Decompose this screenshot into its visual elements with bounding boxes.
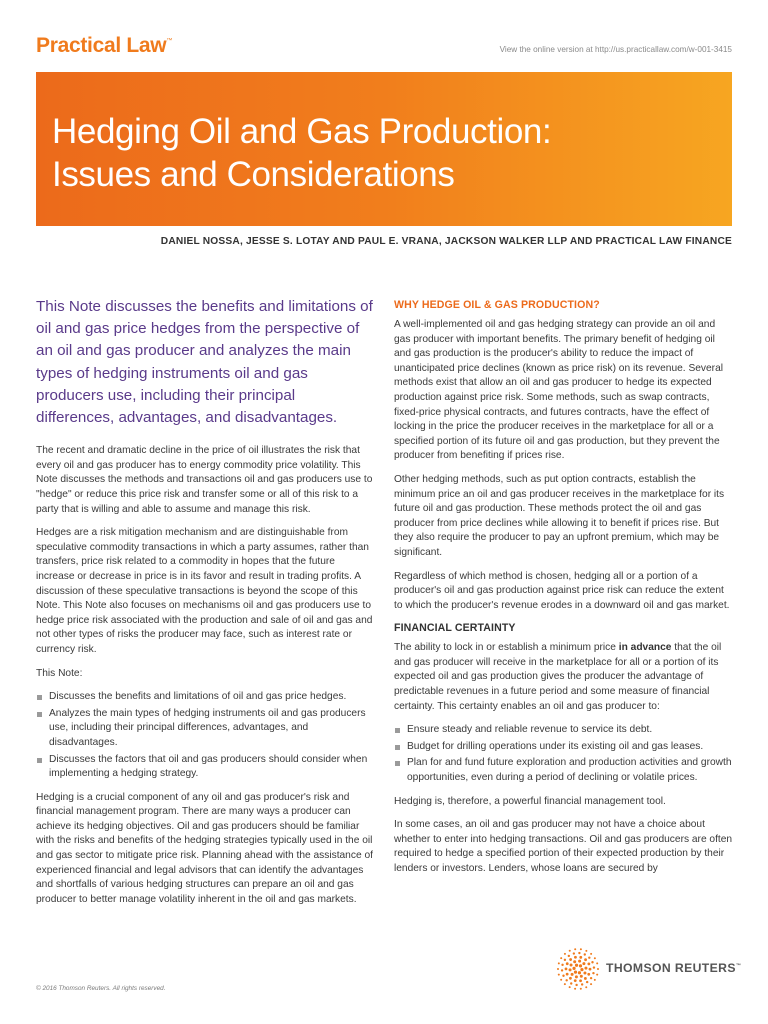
globe-dot (574, 979, 577, 982)
practical-law-logo (36, 34, 172, 58)
globe-dot (560, 957, 562, 959)
globe-dot (579, 964, 582, 967)
globe-dot (573, 960, 576, 963)
globe-dot (569, 958, 572, 961)
globe-dot (562, 975, 564, 977)
globe-dot (586, 981, 588, 983)
list-item-text: Discusses the benefits and limitations of oil and gas price hedges. (49, 691, 347, 703)
globe-dot (569, 977, 572, 980)
globe-dot (596, 974, 598, 976)
copyright-notice: © 2016 Thomson Reuters. All rights reserved. (36, 985, 166, 992)
globe-dot (560, 979, 562, 981)
globe-dot (580, 988, 582, 990)
text-run: The ability to lock in or establish a minimum price (394, 642, 619, 654)
list-item (36, 707, 374, 751)
globe-dot (583, 971, 586, 974)
list-item-text: Ensure steady and reliable revenue to service its debt. (407, 724, 653, 736)
globe-dot (573, 952, 575, 954)
bold-text-in-advance: in advance (618, 642, 672, 654)
globe-dot (581, 983, 583, 985)
globe-dot (568, 955, 570, 957)
thomson-reuters-globe-icon (554, 945, 602, 993)
globe-dot (579, 979, 582, 982)
globe-dot (557, 968, 559, 970)
authors-line: DANIEL NOSSA, JESSE S. LOTAY AND PAUL E. VRANA, JACKSON WALKER LLP AND PRACTICAL LAW FINANCE (160, 236, 732, 247)
globe-dot (579, 956, 582, 959)
list-item-text: Plan for and fund future exploration and production activities and growth opportunities, even during a period of declining or volatile prices. (407, 757, 732, 784)
list-item (394, 740, 734, 755)
globe-dot (578, 952, 580, 954)
list-item (36, 753, 374, 782)
bullet-square-icon (37, 695, 42, 700)
list-item-text: Analyzes the main types of hedging instruments oil and gas producers use, including their principal differences, advantages, and disadvantages. (49, 707, 366, 748)
body-paragraph: A well-implemented oil and gas hedging strategy can provide an oil and gas producer with important benefits. The primary benefit of hedging oil and gas production is the producer's ability to reduce the impact of unanticipated price declines (known as price risk) on its revenue. Several methods exist that allow an oil and gas producer to hedge its expected production against price risk. Some methods, such as swap contracts, fixed-price physical contracts, and futures contracts, have the effect of locking in the price the producer receives in the marketplace for all or a specified portion of its future oil and gas production, but they prevent the producer from benefiting if prices rise. (394, 319, 723, 462)
logo-text: Practical Law (36, 34, 167, 57)
globe-dot (594, 979, 596, 981)
globe-dot (587, 973, 590, 976)
globe-dot (564, 953, 566, 955)
globe-dot (585, 950, 587, 952)
globe-dot (570, 982, 572, 984)
globe-dot (565, 979, 567, 981)
list-item (36, 690, 374, 705)
right-column (394, 299, 734, 886)
globe-dot (584, 958, 587, 961)
globe-dot (566, 962, 569, 965)
globe-dot (589, 968, 592, 971)
body-paragraph (394, 641, 734, 714)
body-paragraph: Hedging is, therefore, a powerful financial management tool. (394, 795, 666, 807)
globe-dot (580, 975, 583, 978)
body-paragraph: Other hedging methods, such as put option contracts, establish the minimum price an oil and gas producer receives in the marketplace for its future oil and gas production. These methods protect the oil and gas producer from price declines while allowing it to benefit if prices rise. But they also require the producer to pay an upfront premium, which may be significant. (394, 473, 725, 558)
globe-dot (592, 972, 594, 974)
section-heading-why-hedge: WHY HEDGE OIL & GAS PRODUCTION? (394, 299, 600, 311)
globe-dot (593, 966, 595, 968)
list-item-text: Discusses the factors that oil and gas producers should consider when implementing a hedging strategy. (49, 753, 368, 780)
brand-name (606, 961, 741, 975)
globe-dot (582, 962, 585, 965)
section-heading-financial-certainty: FINANCIAL CERTAINTY (394, 622, 516, 635)
globe-dot (569, 986, 571, 988)
globe-dot (590, 953, 592, 955)
globe-dot (580, 948, 582, 950)
list-item (394, 723, 734, 738)
bullet-square-icon (37, 758, 42, 763)
bullet-square-icon (395, 745, 400, 750)
document-title (52, 110, 722, 196)
globe-dot (596, 962, 598, 964)
note-scope-list (36, 690, 374, 782)
left-column (36, 296, 374, 916)
globe-dot (578, 971, 581, 974)
globe-dot (558, 962, 560, 964)
globe-dot (575, 984, 577, 986)
globe-dot (597, 968, 599, 970)
globe-dot (590, 977, 592, 979)
globe-dot (565, 967, 568, 970)
globe-dot (566, 973, 569, 976)
body-paragraph: Hedging is a crucial component of any oil and gas producer's risk and financial management program. There are many ways a producer can achieve its hedging objectives. Oil and gas producers should be familiar with the risks and benefits of the hedging strategies typically used in the oil and gas sector to mitigate price risk. Planning ahead with the assistance of experienced financial and legal advisors that can identify the advantages and shortfalls of various hedging structures can prepare an oil and gas producer to better manage volatility inherent in the oil and gas markets. (36, 791, 373, 905)
bullet-square-icon (395, 761, 400, 766)
body-paragraph: This Note: (36, 667, 83, 679)
globe-dot (591, 961, 593, 963)
globe-dot (561, 969, 563, 971)
globe-dot (571, 973, 574, 976)
globe-dot (580, 968, 583, 971)
bullet-square-icon (395, 728, 400, 733)
body-paragraph: The recent and dramatic decline in the price of oil illustrates the risk that every oil and gas producer has to energy commodity price volatility. This Note discusses the methods and transactions oil and gas producers use to "hedge" or reduce this price risk and transfer some or all of this risk to a party that is willing and able to assume and manage this risk. (36, 445, 373, 515)
globe-dot (561, 964, 563, 966)
globe-dot (584, 977, 587, 980)
thomson-reuters-logo (554, 945, 742, 1005)
benefits-list (394, 723, 734, 785)
globe-dot (572, 967, 575, 970)
logo-trademark: ™ (166, 38, 173, 44)
globe-dot (574, 948, 576, 950)
body-paragraph: In some cases, an oil and gas producer may not have a choice about whether to enter into hedging transactions. Oil and gas producers are often required to hedge a specified portion of their expected production by their lenders or investors. Lenders, whose loans are secured by (394, 819, 733, 874)
globe-dot (574, 956, 577, 959)
list-item (394, 756, 734, 785)
globe-dot (564, 983, 566, 985)
title-line-1: Hedging Oil and Gas Production: (52, 112, 552, 151)
globe-dot (575, 964, 578, 967)
globe-dot (590, 983, 592, 985)
globe-dot (564, 959, 566, 961)
online-version-link[interactable]: View the online version at http://us.practicallaw.com/w-001-3415 (499, 45, 732, 54)
globe-dot (588, 956, 590, 958)
brand-name-text: THOMSON REUTERS (606, 961, 736, 975)
globe-dot (584, 967, 587, 970)
globe-dot (570, 964, 573, 967)
body-paragraph: Regardless of which method is chosen, hedging all or a portion of a producer's oil and gas production against price risk can reduce the extent to which the producer's revenue erodes in a downward oil and gas market. (394, 570, 730, 611)
globe-dot (569, 968, 572, 971)
globe-dot (594, 957, 596, 959)
globe-dot (569, 950, 571, 952)
intro-summary: This Note discusses the benefits and limitations of oil and gas price hedges from the perspective of an oil and gas producer and analyzes the main types of hedging instruments oil and gas producers use, including their principal differences, advantages, and disadvantages. (36, 298, 373, 427)
bullet-square-icon (37, 712, 42, 717)
globe-dot (578, 960, 581, 963)
globe-dot (574, 971, 577, 974)
globe-dot (574, 988, 576, 990)
text-run: that the oil and gas producer will receive in the marketplace for all or a portion of its expected oil and gas production gives the producer the advantage of predictable revenues in a future period and some measure of financial certainty. This certainty enables an oil and gas producer to: (394, 642, 722, 712)
globe-dot (575, 975, 578, 978)
brand-trademark: ™ (735, 962, 742, 969)
globe-dot (585, 986, 587, 988)
body-paragraph: Hedges are a risk mitigation mechanism and are distinguishable from speculative commodity transactions in which a party assumes, rather than transfers, price risk related to a commodity in hopes that the future increase or decrease in price is in its favor and result in trading profits. A discussion of these speculative transactions is beyond the scope of this Note. This Note also focuses on mechanisms oil and gas producers use to hedge price risk associated with the production and sale of oil and gas and not other types of risks the producer may face, such as interest rate or currency risk. (36, 527, 373, 655)
title-banner (36, 72, 732, 226)
globe-dot (558, 974, 560, 976)
globe-dot (584, 953, 586, 955)
globe-dot (587, 963, 590, 966)
list-item-text: Budget for drilling operations under its existing oil and gas leases. (407, 740, 704, 752)
title-line-2: Issues and Considerations (52, 155, 455, 194)
